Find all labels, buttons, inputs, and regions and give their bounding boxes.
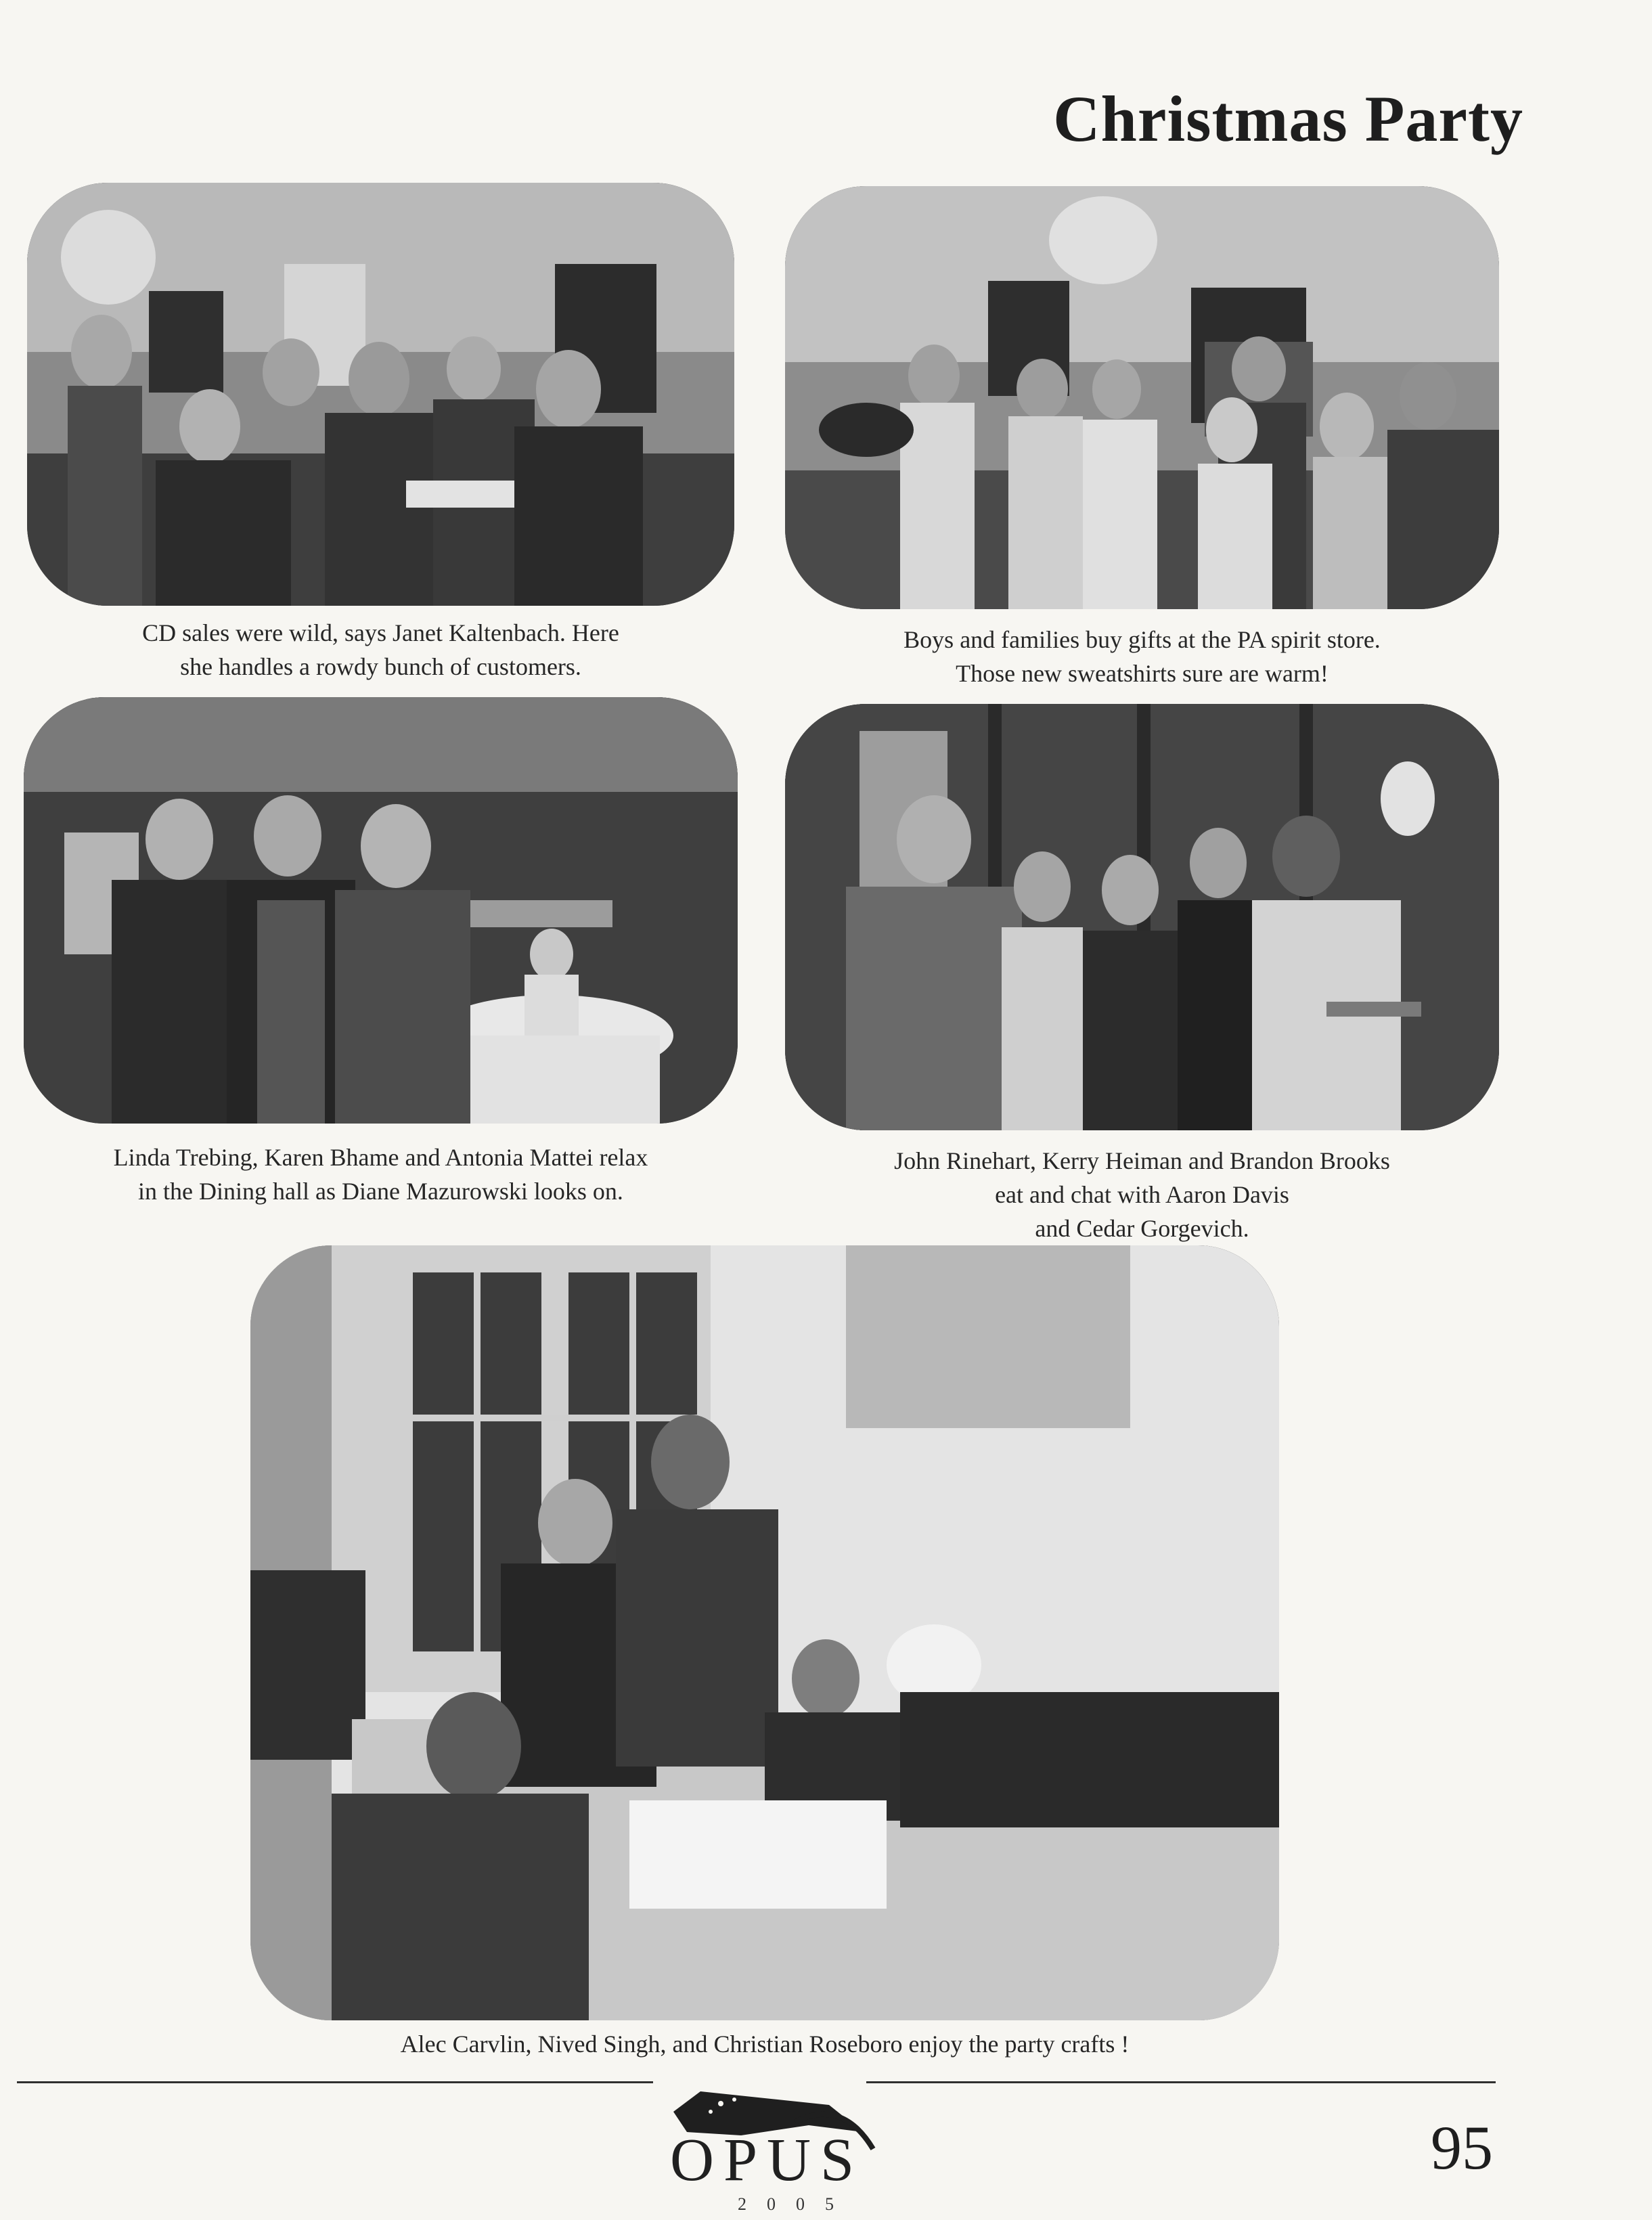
caption-4-line-2: eat and chat with Aaron Davis: [995, 1181, 1289, 1208]
photo-dining-hall: [24, 697, 738, 1124]
caption-3: [17, 1140, 744, 1208]
caption-3-line-2: in the Dining hall as Diane Mazurowski looks on.: [138, 1178, 623, 1205]
footer-rule-left: [17, 2081, 653, 2083]
caption-4-line-1: John Rinehart, Kerry Heiman and Brandon Brooks: [894, 1147, 1390, 1174]
caption-2: [785, 623, 1499, 690]
opus-logo-year: 2005: [738, 2194, 854, 2214]
caption-4: [778, 1144, 1506, 1245]
photo-party-crafts-image: [250, 1245, 1279, 2020]
caption-5: [250, 2027, 1279, 2061]
photo-eat-and-chat-image: [785, 704, 1499, 1130]
opus-logo-word: OPUS: [670, 2127, 864, 2194]
caption-1-line-1: CD sales were wild, says Janet Kaltenbach. Here: [142, 619, 619, 646]
caption-5-line-1: Alec Carvlin, Nived Singh, and Christian Roseboro enjoy the party crafts !: [400, 2030, 1130, 2058]
page-title: Christmas Party: [1053, 83, 1523, 155]
photo-eat-and-chat: [785, 704, 1499, 1130]
photo-cd-sales: [27, 183, 734, 606]
photo-spirit-store: [785, 186, 1499, 609]
photo-party-crafts: [250, 1245, 1279, 2020]
caption-4-line-3: and Cedar Gorgevich.: [1035, 1215, 1249, 1242]
caption-1: [27, 616, 734, 684]
photo-cd-sales-image: [27, 183, 734, 606]
caption-3-line-1: Linda Trebing, Karen Bhame and Antonia Mattei relax: [113, 1144, 648, 1171]
caption-1-line-2: she handles a rowdy bunch of customers.: [180, 653, 581, 680]
page-number: 95: [1431, 2113, 1493, 2182]
photo-spirit-store-image: [785, 186, 1499, 609]
caption-2-line-2: Those new sweatshirts sure are warm!: [956, 660, 1329, 687]
footer-rule-right: [866, 2081, 1496, 2083]
caption-2-line-1: Boys and families buy gifts at the PA spirit store.: [903, 626, 1381, 653]
photo-dining-hall-image: [24, 697, 738, 1124]
